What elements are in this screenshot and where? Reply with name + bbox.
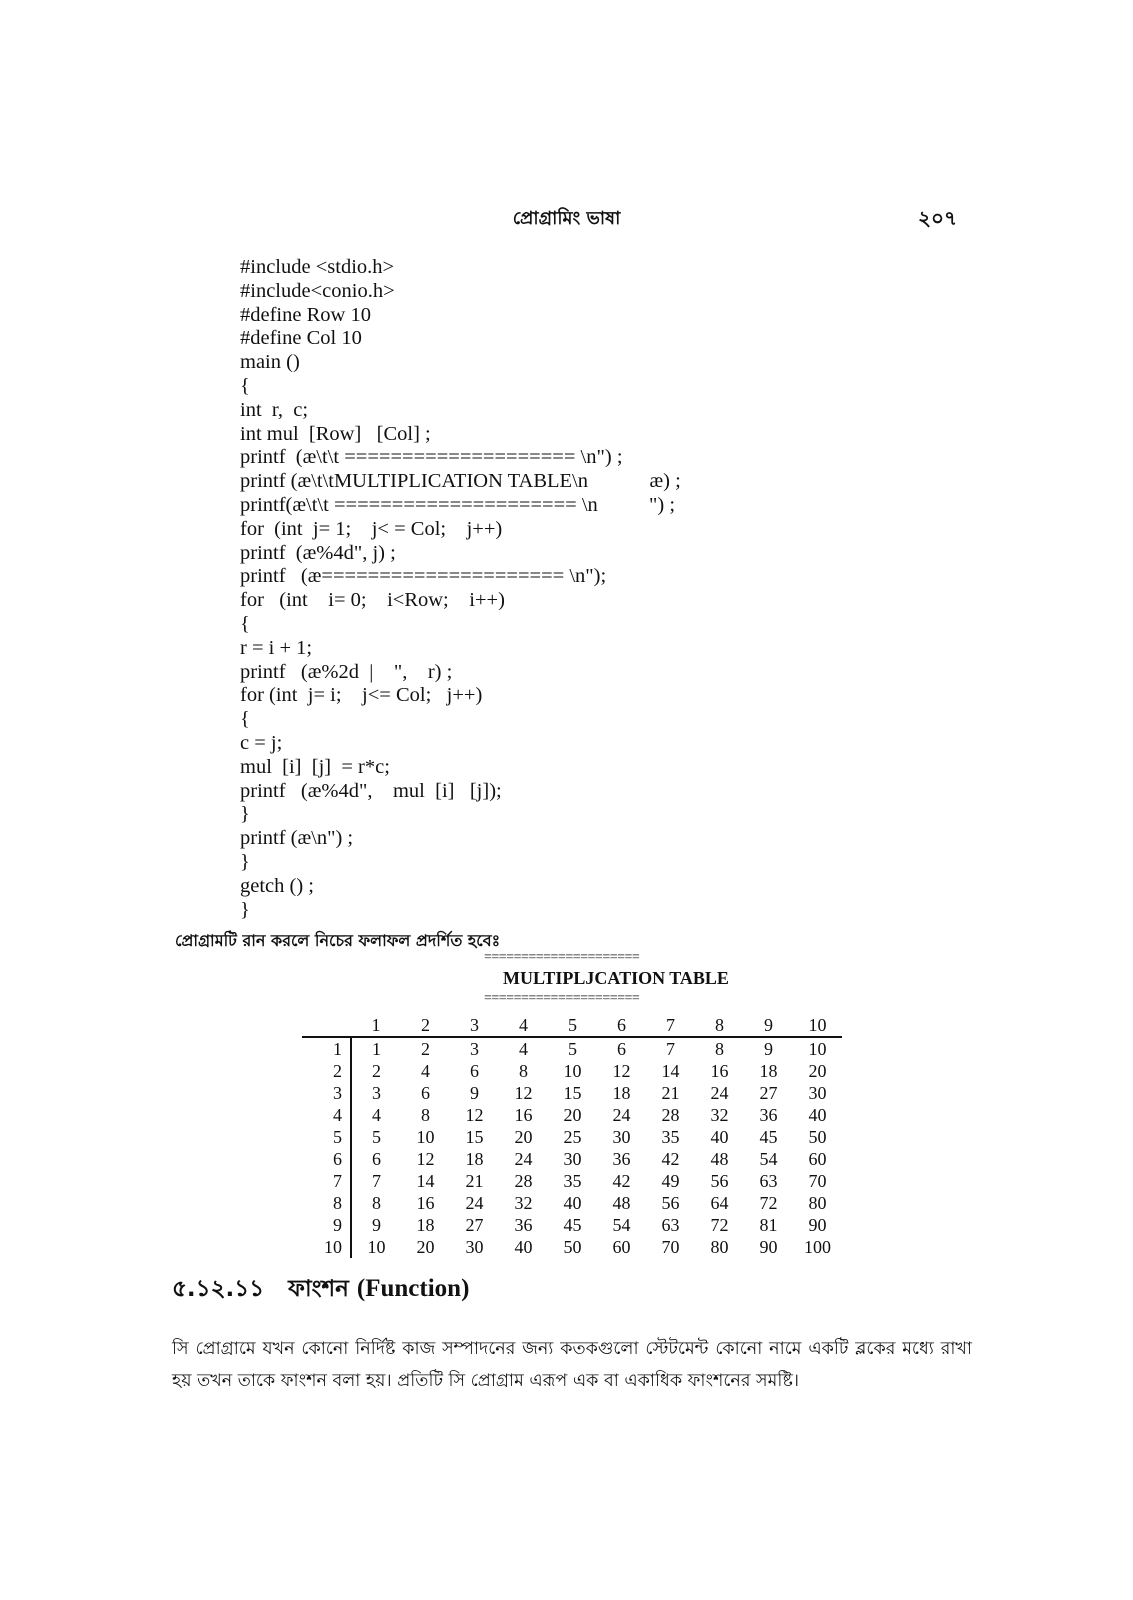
table-cell: 12: [416, 1149, 435, 1169]
code-line: #define Row 10: [240, 303, 371, 326]
table-cell: 42: [661, 1149, 680, 1169]
code-line: {: [240, 374, 250, 397]
table-cell: 24: [612, 1105, 631, 1125]
table-cell: 27: [759, 1083, 778, 1103]
table-cell: 6: [351, 1148, 401, 1170]
table-cell: 60: [808, 1149, 827, 1169]
column-header: 1: [351, 1014, 401, 1037]
column-header: 10: [793, 1014, 842, 1037]
column-header: 6: [597, 1014, 646, 1037]
table-cell: 20: [514, 1127, 533, 1147]
column-header: 7: [646, 1014, 695, 1037]
row-label: 5: [333, 1127, 342, 1147]
table-cell: 5: [351, 1126, 401, 1148]
table-cell: 72: [710, 1215, 729, 1235]
table-cell: 14: [661, 1061, 680, 1081]
table-cell: 8: [519, 1061, 528, 1081]
code-line: mul [i] [j] = r*c;: [240, 755, 390, 778]
row-label: 8: [333, 1193, 342, 1213]
code-line: printf (æ\t\t ==================== \n") ;: [240, 446, 623, 469]
column-header: 9: [744, 1014, 793, 1037]
section-title-bn: ফাংশন: [288, 1276, 349, 1302]
table-cell: 54: [612, 1215, 631, 1235]
table-cell: 90: [759, 1237, 778, 1257]
table-cell: 24: [710, 1083, 729, 1103]
table-cell: 4: [351, 1104, 401, 1126]
table-cell: 63: [661, 1215, 680, 1235]
table-row: [302, 1082, 842, 1104]
table-cell: 80: [710, 1237, 729, 1257]
code-line: printf (æ\n") ;: [240, 827, 354, 850]
table-cell: 70: [661, 1237, 680, 1257]
table-cell: 9: [764, 1039, 773, 1059]
table-cell: 24: [465, 1193, 484, 1213]
table-cell: 15: [465, 1127, 484, 1147]
table-cell: 18: [759, 1061, 778, 1081]
table-cell: 2: [351, 1060, 401, 1082]
output-caption: প্রোগ্রামটি রান করলে নিচের ফলাফল প্রদর্শিত হবেঃ: [175, 931, 501, 950]
table-cell: 6: [421, 1083, 430, 1103]
table-cell: 35: [661, 1127, 680, 1147]
table-cell: 60: [612, 1237, 631, 1257]
table-cell: 12: [612, 1061, 631, 1081]
table-cell: 10: [808, 1039, 827, 1059]
code-line: r = i + 1;: [240, 636, 313, 659]
table-cell: 63: [759, 1171, 778, 1191]
table-cell: 40: [808, 1105, 827, 1125]
table-cell: 20: [808, 1061, 827, 1081]
table-title: MULTIPLJCATION TABLE: [503, 968, 729, 988]
table-cell: 21: [661, 1083, 680, 1103]
table-cell: 4: [421, 1061, 430, 1081]
table-cell: 15: [563, 1083, 582, 1103]
table-cell: 28: [514, 1171, 533, 1191]
table-cell: 80: [808, 1193, 827, 1213]
table-cell: 6: [617, 1039, 626, 1059]
table-row: [302, 1192, 842, 1214]
code-line: }: [240, 803, 250, 826]
code-line: #include<conio.h>: [240, 279, 395, 302]
section-title-en: (Function): [356, 1275, 470, 1302]
row-label: 3: [333, 1083, 342, 1103]
section-paragraph: সি প্রোগ্রামে যখন কোনো নির্দিষ্ট কাজ সম্পাদনের জন্য কতকগুলো স্টেটমেন্ট কোনো নামে একটি ব্লকের মধ্যে রাখা হয় তখন তাকে ফাংশন বলা হয়। প্রতিটি সি প্রোগ্রাম এরূপ এক বা একাধিক ফাংশনের সমষ্টি।: [172, 1338, 972, 1391]
table-rule-top: =====================: [484, 950, 640, 965]
table-cell: 14: [416, 1171, 435, 1191]
table-row: [302, 1148, 842, 1170]
table-cell: 18: [416, 1215, 435, 1235]
table-cell: 30: [612, 1127, 631, 1147]
table-row: [302, 1214, 842, 1236]
table-cell: 70: [808, 1171, 827, 1191]
table-cell: 72: [759, 1193, 778, 1213]
table-cell: 45: [759, 1127, 778, 1147]
table-cell: 9: [351, 1214, 401, 1236]
code-line: }: [240, 898, 250, 921]
table-cell: 24: [514, 1149, 533, 1169]
code-line: getch () ;: [240, 874, 314, 897]
code-line: }: [240, 850, 250, 873]
code-block: [240, 256, 800, 922]
table-row: [302, 1060, 842, 1082]
table-cell: 36: [759, 1105, 778, 1125]
table-row: [302, 1037, 842, 1060]
table-cell: 12: [465, 1105, 484, 1125]
row-label: 4: [333, 1105, 342, 1125]
table-cell: 50: [563, 1237, 582, 1257]
row-label: 9: [333, 1215, 342, 1235]
table-cell: 56: [710, 1171, 729, 1191]
table-header-row: [302, 1014, 842, 1037]
section-heading: [172, 1270, 469, 1309]
code-line: c = j;: [240, 731, 283, 754]
code-line: for (int j= 1; j< = Col; j++): [240, 517, 503, 540]
table-cell: 10: [351, 1236, 401, 1258]
table-cell: 48: [612, 1193, 631, 1213]
column-header: 5: [548, 1014, 597, 1037]
code-line: int mul [Row] [Col] ;: [240, 422, 431, 445]
table-cell: 28: [661, 1105, 680, 1125]
table-row: [302, 1104, 842, 1126]
table-cell: 42: [612, 1171, 631, 1191]
code-line: for (int i= 0; i<Row; i++): [240, 589, 505, 612]
column-header: 8: [695, 1014, 744, 1037]
table-cell: 32: [514, 1193, 533, 1213]
row-label: 7: [333, 1171, 342, 1191]
table-cell: 32: [710, 1105, 729, 1125]
code-line: printf (æ%4d", mul [i] [j]);: [240, 779, 502, 802]
column-header: 3: [450, 1014, 499, 1037]
page-header-title: প্রোগ্রামিং ভাষা: [512, 208, 621, 229]
table-cell: 49: [661, 1171, 680, 1191]
table-cell: 40: [514, 1237, 533, 1257]
table-cell: 35: [563, 1171, 582, 1191]
table-row: [302, 1236, 842, 1258]
row-label: 2: [333, 1061, 342, 1081]
table-cell: 25: [563, 1127, 582, 1147]
column-header: 2: [401, 1014, 450, 1037]
code-line: printf(æ\t\t ===================== \n ") ;: [240, 493, 676, 516]
table-cell: 20: [563, 1105, 582, 1125]
code-line: int r, c;: [240, 398, 309, 421]
table-cell: 12: [514, 1083, 533, 1103]
table-cell: 50: [808, 1127, 827, 1147]
table-cell: 18: [465, 1149, 484, 1169]
table-cell: 3: [351, 1082, 401, 1104]
table-cell: 16: [710, 1061, 729, 1081]
table-cell: 2: [421, 1039, 430, 1059]
row-label: 6: [333, 1149, 342, 1169]
page-number: ২০৭: [917, 206, 957, 230]
table-row: [302, 1126, 842, 1148]
table-rule-bottom: =====================: [484, 991, 640, 1006]
table-cell: 90: [808, 1215, 827, 1235]
code-line: printf (æ%4d", j) ;: [240, 541, 396, 564]
table-cell: 64: [710, 1193, 729, 1213]
table-cell: 10: [416, 1127, 435, 1147]
table-cell: 8: [715, 1039, 724, 1059]
code-line: #define Col 10: [240, 327, 362, 350]
multiplication-table: [302, 1014, 842, 1258]
table-cell: 10: [563, 1061, 582, 1081]
section-number: ৫.১২.১১: [172, 1276, 265, 1302]
code-line: main (): [240, 351, 300, 374]
code-line: printf (æ\t\tMULTIPLICATION TABLE\n æ) ;: [240, 470, 681, 493]
table-cell: 18: [612, 1083, 631, 1103]
table-cell: 40: [710, 1127, 729, 1147]
table-corner: [302, 1014, 351, 1037]
table-cell: 4: [519, 1039, 528, 1059]
table-cell: 3: [470, 1039, 479, 1059]
code-line: for (int j= i; j<= Col; j++): [240, 684, 483, 707]
code-line: {: [240, 708, 250, 731]
table-cell: 8: [421, 1105, 430, 1125]
table-cell: 45: [563, 1215, 582, 1235]
table-cell: 9: [470, 1083, 479, 1103]
table-cell: 36: [612, 1149, 631, 1169]
table-cell: 40: [563, 1193, 582, 1213]
table-cell: 27: [465, 1215, 484, 1235]
table-cell: 6: [470, 1061, 479, 1081]
table-cell: 48: [710, 1149, 729, 1169]
table-cell: 36: [514, 1215, 533, 1235]
table-cell: 16: [416, 1193, 435, 1213]
table-cell: 5: [568, 1039, 577, 1059]
code-line: {: [240, 612, 250, 635]
table-cell: 16: [514, 1105, 533, 1125]
table-cell: 54: [759, 1149, 778, 1169]
table-cell: 81: [759, 1215, 778, 1235]
table-cell: 20: [416, 1237, 435, 1257]
table-cell: 100: [804, 1237, 831, 1257]
code-line: printf (æ===================== \n");: [240, 565, 607, 588]
table-cell: 30: [563, 1149, 582, 1169]
table-cell: 7: [666, 1039, 675, 1059]
code-line: #include <stdio.h>: [240, 256, 395, 278]
table-cell: 56: [661, 1193, 680, 1213]
table-cell: 30: [808, 1083, 827, 1103]
table-cell: 7: [351, 1170, 401, 1192]
table-cell: 1: [351, 1037, 401, 1060]
table-row: [302, 1170, 842, 1192]
code-line: printf (æ%2d | ", r) ;: [240, 660, 453, 683]
row-label: 1: [333, 1039, 342, 1059]
table-cell: 30: [465, 1237, 484, 1257]
row-label: 10: [324, 1237, 342, 1257]
column-header: 4: [499, 1014, 548, 1037]
table-cell: 8: [351, 1192, 401, 1214]
table-cell: 21: [465, 1171, 484, 1191]
